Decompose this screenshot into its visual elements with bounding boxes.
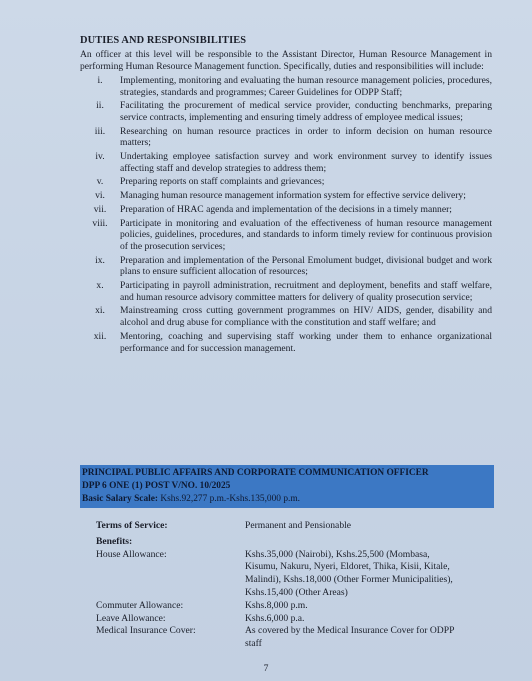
duty-number: xii. <box>93 330 107 342</box>
commuter-allowance-label: Commuter Allowance: <box>96 599 184 611</box>
terms-label: Terms of Service: <box>96 520 168 531</box>
house-allowance-line: Kshs.35,000 (Nairobi), Kshs.25,500 (Mombasa, <box>245 548 430 560</box>
medical-cover-label: Medical Insurance Cover: <box>96 625 196 637</box>
duty-number: viii. <box>92 217 108 229</box>
duty-text: Preparation of HRAC agenda and implementation of the decisions in a timely manner; <box>120 203 452 215</box>
house-allowance-row <box>96 549 496 600</box>
duty-item <box>80 305 492 328</box>
duty-item <box>80 176 492 188</box>
duty-text: Facilitating the procurement of medical service provider, conducting benchmarks, preparing service contracts, implementing and ensuring timely address of employee medical issues; <box>120 100 492 123</box>
duty-number: ix. <box>95 254 105 266</box>
page-number: 7 <box>263 663 269 674</box>
duty-item <box>80 255 492 278</box>
duty-item <box>80 204 492 216</box>
duty-item <box>80 151 492 174</box>
leave-allowance-row <box>96 613 496 626</box>
duty-text: Mentoring, coaching and supervising staff working under them to enhance organizational performance and for succession management. <box>120 330 492 354</box>
duty-text: Mainstreaming cross cutting government programmes on HIV/ AIDS, gender, disability and alcohol and drug abuse for compliance with the constitution and staff welfare; and <box>120 305 492 329</box>
house-allowance-label: House Allowance: <box>96 548 167 560</box>
duty-text: Preparation and implementation of the Personal Emolument budget, divisional budget and work plans to ensure sufficient allocation of resources; <box>120 254 492 278</box>
duty-number: xi. <box>95 305 105 317</box>
duty-text: Managing human resource management information system for effective service delivery; <box>120 190 466 202</box>
leave-allowance-value: Kshs.6,000 p.a. <box>245 612 305 624</box>
terms-value: Permanent and Pensionable <box>245 520 352 531</box>
duty-number: x. <box>96 280 104 292</box>
duty-number: vii. <box>93 203 107 215</box>
duty-text: Implementing, monitoring and evaluating the human resource management policies, procedures, strategies, standards and programmes; Career Guidelines for ODPP Staff; <box>120 74 492 98</box>
salary-value: Kshs.92,277 p.m.-Kshs.135,000 p.m. <box>160 494 300 504</box>
duty-text: Participating in payroll administration, recruitment and deployment, benefits and staff welfare, and human resource advisory committee matters for delivery of quality prosecution service; <box>120 280 492 303</box>
position-title: PRINCIPAL PUBLIC AFFAIRS AND CORPORATE COMMUNICATION OFFICER <box>82 468 429 478</box>
house-allowance-line: Malindi), Kshs.18,000 (Other Former Municipalities), <box>245 574 453 586</box>
position-grade: DPP 6 ONE (1) POST V/NO. 10/2025 <box>82 481 231 491</box>
medical-cover-line: staff <box>245 638 262 650</box>
medical-cover-value <box>245 625 496 651</box>
commuter-allowance-value: Kshs.8,000 p.m. <box>245 599 308 611</box>
leave-allowance-label: Leave Allowance: <box>96 612 166 624</box>
medical-cover-line: As covered by the Medical Insurance Cover for ODPP <box>245 625 455 637</box>
duty-item <box>80 190 492 202</box>
house-allowance-line: Kshs.15,400 (Other Areas) <box>245 586 348 598</box>
duty-number: iii. <box>94 125 106 137</box>
duty-number: iv. <box>95 151 105 163</box>
duty-text: Preparing reports on staff complaints and grievances; <box>120 176 325 188</box>
terms-row <box>96 520 496 533</box>
house-allowance-value <box>245 549 496 600</box>
terms-section <box>96 520 496 651</box>
duty-number: v. <box>96 176 104 188</box>
duty-item <box>80 280 492 303</box>
duty-number: ii. <box>96 100 104 112</box>
salary-line <box>82 493 300 505</box>
duty-text: Participate in monitoring and evaluation of the effectiveness of human resource management policies, guidelines, procedures, and standards to inform timely review for continuous provision of the prosecution services; <box>120 217 492 252</box>
duty-text: Researching on human resource practices in order to inform decision on human resource matters; <box>120 125 492 149</box>
house-allowance-line: Kisumu, Nakuru, Nyeri, Eldoret, Thika, Kisii, Kitale, <box>245 561 450 573</box>
benefits-label: Benefits: <box>96 535 133 547</box>
medical-cover-row <box>96 625 496 651</box>
duties-section <box>80 34 492 356</box>
duty-item <box>80 331 492 354</box>
duties-intro: An officer at this level will be responsible to the Assistant Director, Human Resource Management in performing Human Resource Management function. Specifically, duties and responsibilities will include: <box>80 49 492 73</box>
duty-item <box>80 218 492 253</box>
duty-item <box>80 75 492 98</box>
duty-text: Undertaking employee satisfaction survey and work environment survey to identify issues affecting staff and develop strategies to address them; <box>120 151 492 174</box>
duty-item <box>80 100 492 123</box>
duty-number: vi. <box>95 190 105 202</box>
salary-label: Basic Salary Scale: <box>82 494 159 504</box>
duty-number: i. <box>97 74 103 86</box>
benefits-row <box>96 536 496 549</box>
duty-item <box>80 126 492 149</box>
commuter-allowance-row <box>96 600 496 613</box>
position-banner <box>80 465 494 508</box>
duties-list <box>80 75 492 354</box>
duties-heading: DUTIES AND RESPONSIBILITIES <box>80 35 247 46</box>
